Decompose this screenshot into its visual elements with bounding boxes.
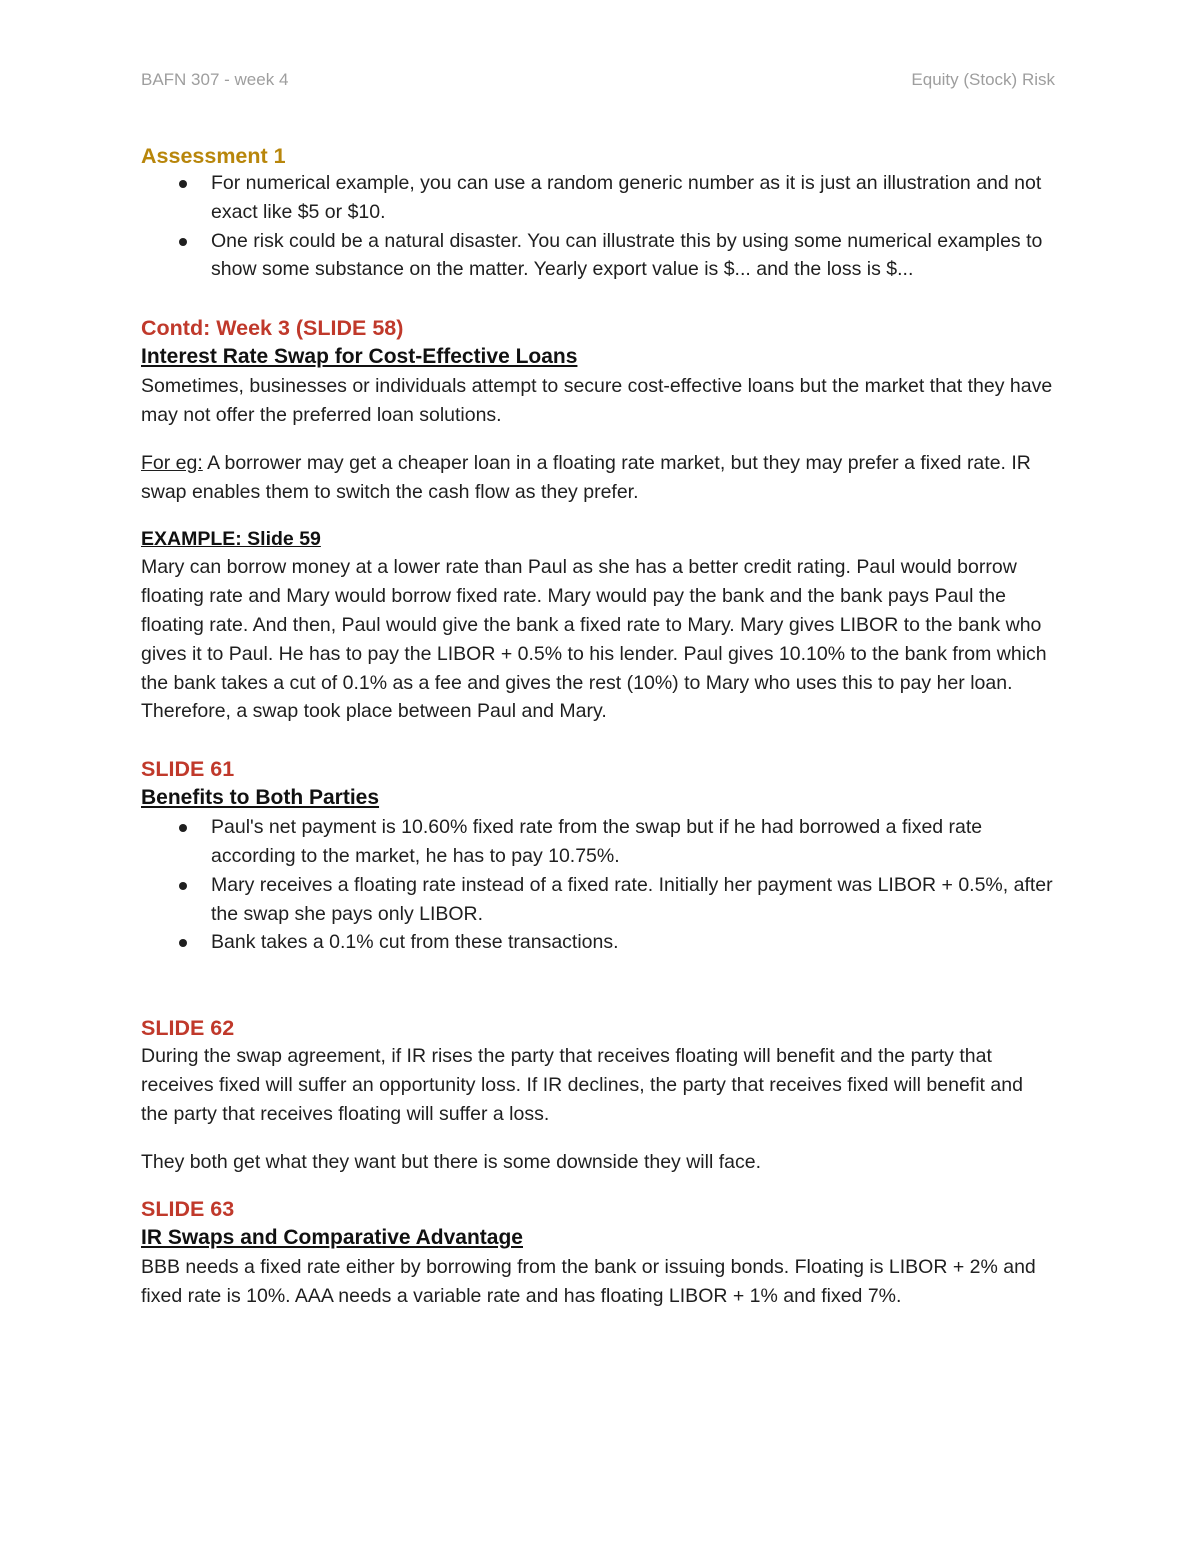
- bullet-icon: [179, 882, 187, 890]
- slide61-subheading: Benefits to Both Parties: [141, 786, 380, 810]
- slide63-subheading: IR Swaps and Comparative Advantage: [141, 1226, 523, 1250]
- slide62-paragraph-2: They both get what they want but there is some downside they will face.: [141, 1150, 762, 1173]
- bullet-icon: [179, 180, 187, 188]
- example-paragraph: [141, 449, 1055, 507]
- document-body: [141, 143, 1055, 1311]
- bullet-icon: [179, 824, 187, 832]
- assessment-heading: Assessment 1: [141, 144, 286, 168]
- slide62-paragraph: During the swap agreement, if IR rises the party that receives floating will benefit and the party that receives fixed will suffer an opportunity loss. If IR declines, the party that receives fixed will benefit and the party that receives floating will suffer a loss.: [141, 1045, 1023, 1125]
- header-course: BAFN 307 - week 4: [141, 70, 289, 89]
- list-item: [141, 227, 1055, 285]
- slide61-heading: SLIDE 61: [141, 757, 235, 782]
- slide63-paragraph: BBB needs a fixed rate either by borrowing from the bank or issuing bonds. Floating is LIBOR + 2% and fixed rate is 10%. AAA needs a variable rate and has floating LIBOR + 1% and fixed 7%.: [141, 1256, 1036, 1308]
- list-item: [141, 928, 1055, 957]
- list-item: [141, 871, 1055, 929]
- example-text: Mary can borrow money at a lower rate than Paul as she has a better credit rating. Paul would borrow floating rate and Mary would borrow fixed rate. Mary would pay the bank and the bank pays Paul the floating rate. And then, Paul would give the bank a fixed rate to Mary. Mary gives LIBOR to the bank who gives it to Paul. He has to pay the LIBOR + 0.5% to his lender. Paul gives 10.10% to the bank from which the bank takes a cut of 0.1% as a fee and gives the rest (10%) to Mary who uses this to pay her loan. Therefore, a swap took place between Paul and Mary.: [141, 556, 1047, 723]
- header-topic: Equity (Stock) Risk: [911, 70, 1055, 89]
- contd-heading: Contd: Week 3 (SLIDE 58): [141, 316, 404, 341]
- bullet-icon: [179, 238, 187, 246]
- bullet-icon: [179, 939, 187, 947]
- list-item: [141, 169, 1055, 227]
- list-item-text: For numerical example, you can use a random generic number as it is just an illustration and not exact like $5 or $10.: [211, 172, 1042, 223]
- slide61-list: [141, 813, 1055, 957]
- eg-text: A borrower may get a cheaper loan in a floating rate market, but they may prefer a fixed rate. IR swap enables them to switch the cash flow as they prefer.: [141, 451, 1031, 503]
- assessment-list: [141, 169, 1055, 284]
- example-heading: EXAMPLE: Slide 59: [141, 528, 321, 551]
- contd-paragraph: Sometimes, businesses or individuals attempt to secure cost-effective loans but the market that they have may not offer the preferred loan solutions.: [141, 375, 1053, 426]
- list-item-text: One risk could be a natural disaster. You can illustrate this by using some numerical examples to show some substance on the matter. Yearly export value is $... and the loss is $...: [211, 229, 1043, 281]
- contd-subheading: Interest Rate Swap for Cost-Effective Loans: [141, 345, 578, 369]
- list-item-text: Bank takes a 0.1% cut from these transactions.: [211, 931, 619, 954]
- list-item-text: Paul's net payment is 10.60% fixed rate from the swap but if he had borrowed a fixed rate according to the market, he has to pay 10.75%.: [211, 816, 983, 867]
- eg-label: For eg:: [141, 451, 203, 474]
- slide62-heading: SLIDE 62: [141, 1016, 235, 1041]
- slide63-heading: SLIDE 63: [141, 1197, 235, 1222]
- list-item-text: Mary receives a floating rate instead of a fixed rate. Initially her payment was LIBOR + 0.5%, after the swap she pays only LIBOR.: [211, 873, 1053, 925]
- list-item: [141, 813, 1055, 871]
